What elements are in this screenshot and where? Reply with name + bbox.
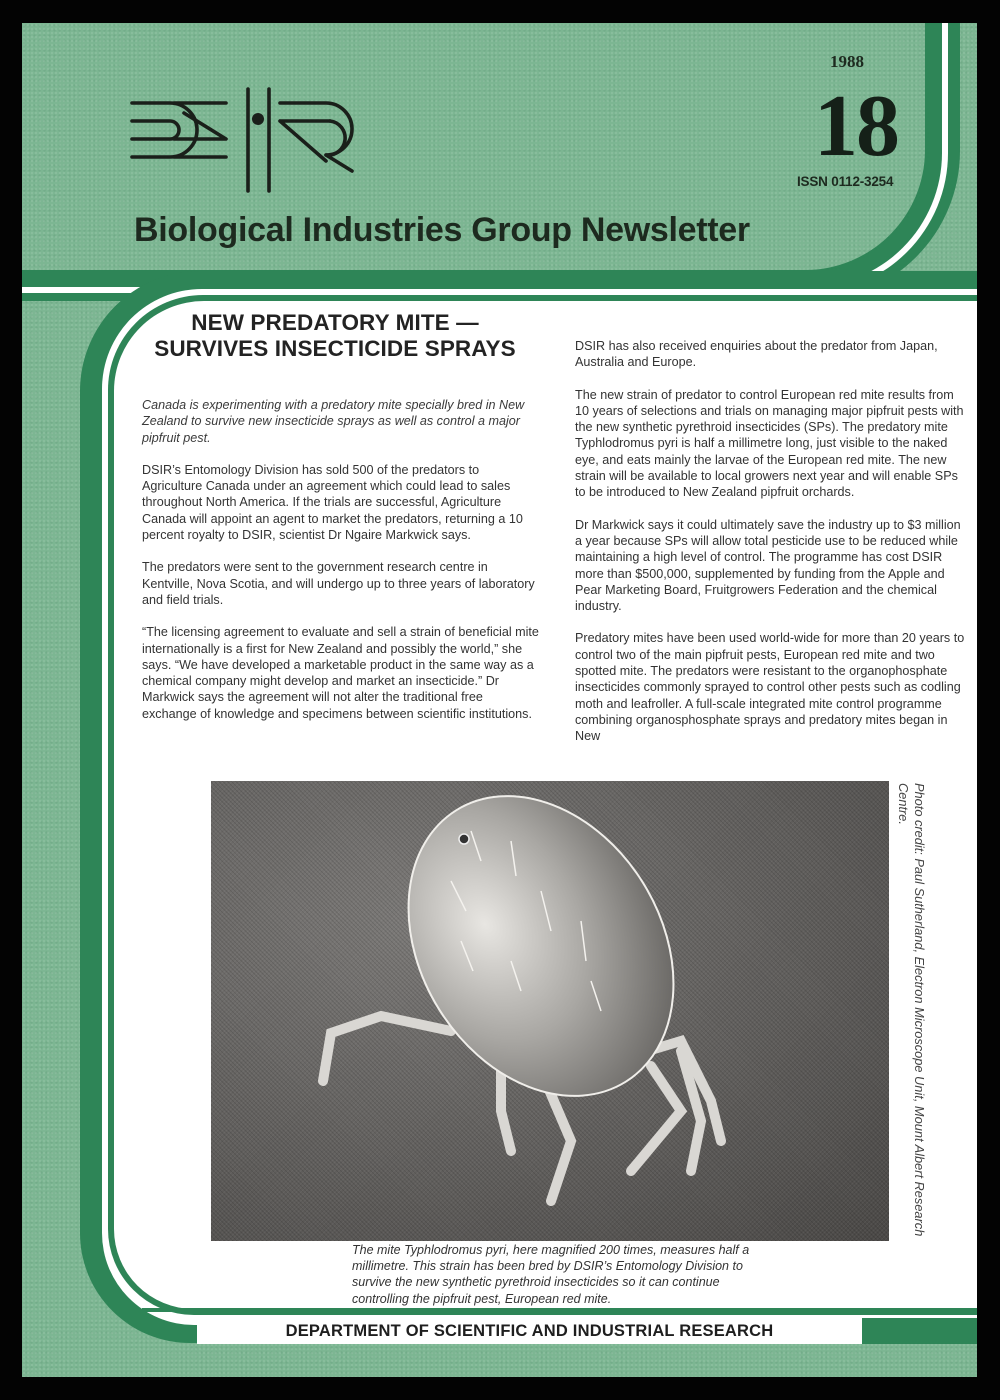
- issue-year: 1988: [830, 52, 864, 71]
- article-headline: [130, 310, 540, 362]
- article-paragraph: The new strain of predator to control European red mite results from 10 years of selections and trials on managing major pipfruit pests with the new synthetic pyrethroid insecticides (SPs). The predatory mite Typhlodromus pyri is half a millimetre long, just visible to the naked eye, and eats mainly the larvae of the European red mite. The new strain will be available to local growers next year and will enable SPs to be introduced to New Zealand pipfruit orchards.: [575, 387, 964, 500]
- newsletter-title: Biological Industries Group Newsletter: [134, 211, 750, 249]
- dsir-logo: [130, 63, 360, 193]
- article-column-right: [575, 338, 970, 761]
- newsletter-page: [22, 23, 977, 1377]
- photo-credit-text: Photo credit: Paul Sutherland, Electron Microscope Unit, Mount Albert Research Centre.: [896, 783, 927, 1237]
- issue-number: 18: [814, 78, 898, 175]
- article-paragraph: Dr Markwick says it could ultimately save the industry up to $3 million a year because SPs will allow total pesticide use to be reduced while maintaining a high level of control. The programme has cost DSIR more than $500,000, supplemented by funding from the Apple and Pear Marketing Board, Fruitgrowers Federation and the chemical industry.: [575, 517, 961, 614]
- article-lead: Canada is experimenting with a predatory mite specially bred in New Zealand to survive new insecticide sprays as well as control a major pipfruit pest.: [142, 398, 525, 445]
- article-paragraph: The predators were sent to the government research centre in Kentville, Nova Scotia, and will undergo up to three years of laboratory and field trials.: [142, 560, 535, 607]
- footer-accent: [862, 1318, 977, 1344]
- mite-photo: [211, 781, 889, 1241]
- article-paragraph: DSIR has also received enquiries about the predator from Japan, Australia and Europe.: [575, 339, 938, 370]
- footer-organization: DEPARTMENT OF SCIENTIFIC AND INDUSTRIAL RESEARCH: [285, 1322, 774, 1340]
- article-paragraph: Predatory mites have been used world-wide for more than 20 years to control two of the main pipfruit pests, European red mite and two spotted mite. The predators were resistant to the organophosphate insecticides commonly sprayed to control other pests such as codling moth and leafroller. A full-scale integrated mite control programme combining organosphosphate sprays and predatory mites began in New: [575, 631, 965, 744]
- article-paragraph: “The licensing agreement to evaluate and sell a strain of beneficial mite internationally is a first for New Zealand and possibly the world,” she says. “We have developed a marketable product in the same way as a chemical company might develop and market an insecticide.” Dr Markwick says the agreement will not alter the traditional free exchange of knowledge and specimens between scientific institutions.: [142, 625, 539, 721]
- issn: ISSN 0112-3254: [797, 174, 894, 189]
- article-column-left: [142, 397, 540, 738]
- photo-caption: The mite Typhlodromus pyri, here magnified 200 times, measures half a millimetre. This strain has been bred by DSIR’s Entomology Division to survive the new synthetic pyrethroid insecticides so it can continue controlling the pipfruit pest, European red mite.: [352, 1243, 750, 1306]
- article-paragraph: DSIR’s Entomology Division has sold 500 of the predators to Agriculture Canada under an agreement which could lead to sales throughout North America. If the trials are successful, Agriculture Canada will appoint an agent to market the predators, returning a 10 percent royalty to DSIR, scientist Dr Ngaire Markwick says.: [142, 462, 523, 543]
- headline-line-1: NEW PREDATORY MITE —: [191, 310, 479, 335]
- photo-credit: [890, 783, 930, 1243]
- footer-divider: [142, 1308, 977, 1312]
- headline-line-2: SURVIVES INSECTICIDE SPRAYS: [154, 336, 516, 361]
